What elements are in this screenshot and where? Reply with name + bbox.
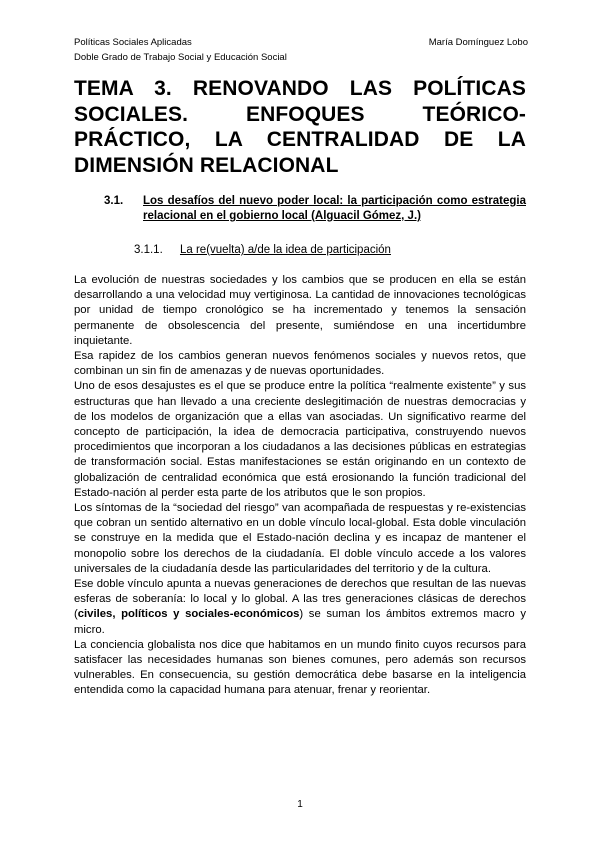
paragraph: La conciencia globalista nos dice que habitamos en un mundo finito cuyos recursos para satisfacer las necesidades humanas son bienes comunes, pero además son recursos vulnerables. En consecuencia, su gestión democrática debe basarse en la inteligencia entendida como la capacidad humana para atenuar, frenar y reorientar. [74,638,526,697]
paragraph-part: ) se suman los ámbitos extremos macro y micro. [74,608,526,636]
section-number: 3.1. [104,195,124,207]
paragraph: Uno de esos desajustes es el que se produce entre la política “realmente existente” y sus estructuras que han llevado a una creciente deslegitimación de nuestras democracias y de los modelos de organización que a ellas van asociadas. Un significativo rearme del concepto de participación, la idea de democracia participativa, construyendo nuevos procedimientos que incorporan a los ciudadanos a las decisiones públicas en estrategias de transformación social. Estas manifestaciones se están originando en un contexto de globalización de centralidad económica que está erosionando la función tradicional del Estado-nación al perder esta parte de los atributos que le son propios. [74,380,526,499]
paragraph [74,577,526,638]
subsection-title: La re(vuelta) a/de la idea de participación [179,244,391,256]
header-author: María Domínguez Lobo [428,37,528,48]
section-title: Los desafíos del nuevo poder local: la participación como estrategia relacional en el gobierno local (Alguacil Gómez, J.) [143,195,526,222]
page-title: TEMA 3. RENOVANDO LAS POLÍTICAS SOCIALES. ENFOQUES TEÓRICO-PRÁCTICO, LA CENTRALIDAD DE LA DIMENSIÓN RELACIONAL [74,77,526,177]
running-header [74,36,528,65]
subsection-heading [134,243,391,258]
paragraph: Los síntomas de la “sociedad del riesgo” van acompañada de respuestas y re-existencias que cobran un sentido alternativo en un doble vínculo local-global. Esta doble vinculación se construye en la medida que el Estado-nación declina y es incapaz de mantener el monopolio sobre los derechos de la ciudadanía. El doble vínculo accede a los valores universales de la ciudadanía desde las particularidades del territorio y de la cultura. [74,502,526,575]
paragraph: La evolución de nuestras sociedades y los cambios que se producen en ella se están desarrollando a una velocidad muy vertiginosa. La cantidad de innovaciones tecnológicas por unidad de tiempo cronológico se ha incrementado y tenemos la sensación permanente de obsolescencia del presente, sumiéndose en una incertidumbre inquietante. [74,274,526,347]
header-course: Políticas Sociales Aplicadas [74,37,192,48]
bold-text: civiles, políticos y sociales-económicos [77,608,300,621]
paragraph-part: Ese doble vínculo apunta a nuevas generaciones de derechos que resultan de las nuevas esferas de soberanía: lo local y lo global. A las tres generaciones clásicas de derechos ( [74,578,526,621]
page-number: 1 [297,799,303,810]
paragraph: Esa rapidez de los cambios generan nuevos fenómenos sociales y nuevos retos, que combinan un sin fin de amenazas y de nuevas oportunidades. [74,350,526,378]
subsection-number: 3.1.1. [134,244,163,256]
body-text [74,273,526,699]
section-heading [104,194,526,224]
header-degree: Doble Grado de Trabajo Social y Educación Social [74,52,287,63]
